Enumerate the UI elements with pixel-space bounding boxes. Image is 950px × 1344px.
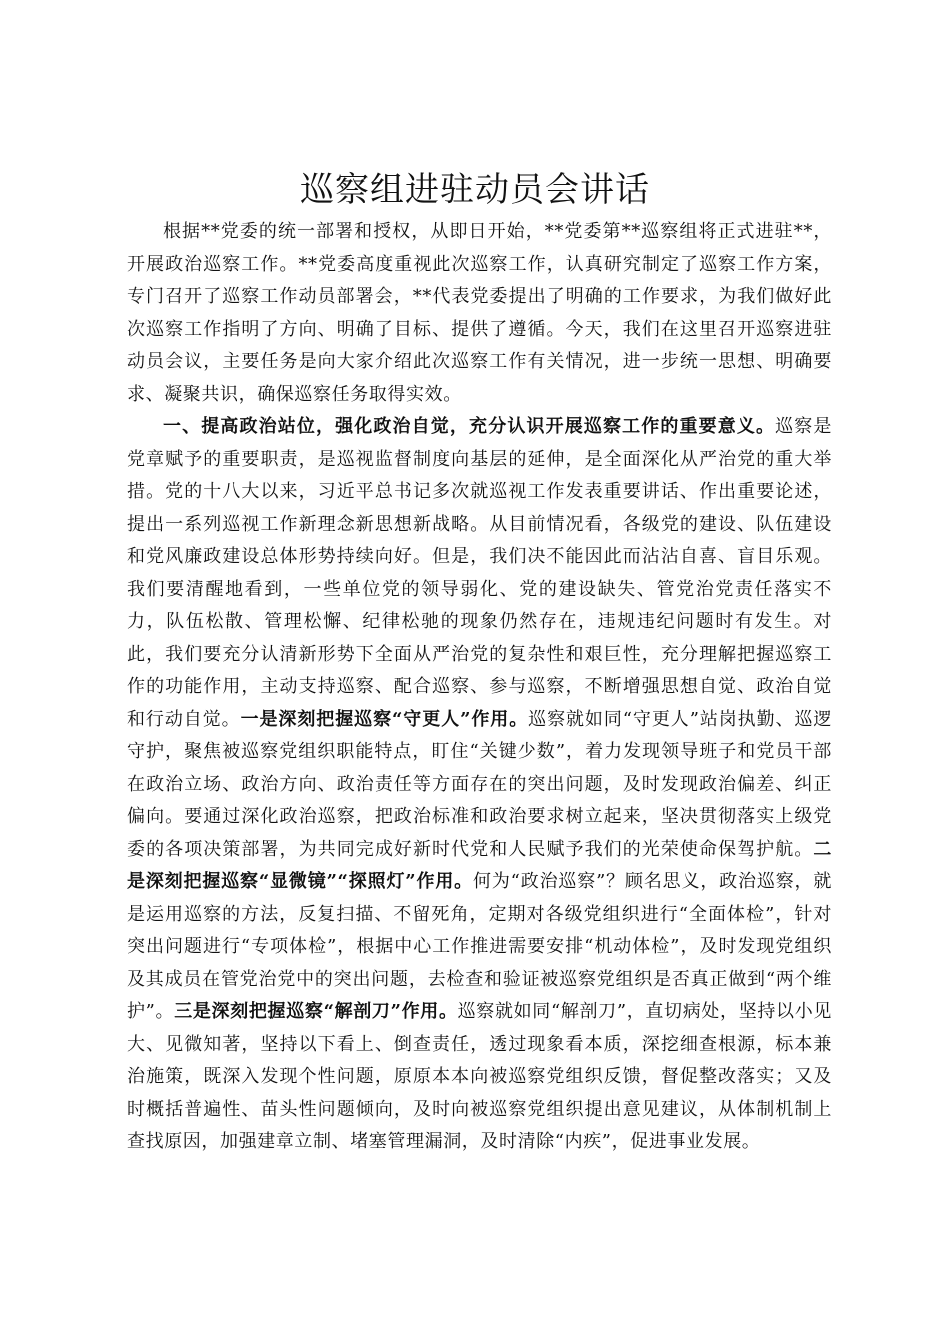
point-three-heading: 三是深刻把握巡察“解剖刀”作用。 [174,1001,458,1022]
document-body [127,216,832,1159]
document-title: 巡察组进驻动员会讲话 [300,170,650,210]
point-one-text: 巡察就如同“守更人”站岗执勤、巡逻守护，聚焦被巡察党组织职能特点，盯住“关键少数”，着力发现领导班子和党员干部在政治立场、政治方向、政治责任等方面存在的突出问题，及时发现政治偏差、纠正偏向。要通过深化政治巡察，把政治标准和政治要求树立起来，坚决贯彻落实上级党委的各项决策部署，为共同完成好新时代党和人民赋予我们的光荣使命保驾护航。 [127,708,832,860]
intro-paragraph: 根据**党委的统一部署和授权，从即日开始，**党委第**巡察组将正式进驻**，开展政治巡察工作。**党委高度重视此次巡察工作，认真研究制定了巡察工作方案，专门召开了巡察工作动员部署会，**代表党委提出了明确的工作要求，为我们做好此次巡察工作指明了方向、明确了目标、提供了遵循。今天，我们在这里召开巡察进驻动员会议，主要任务是向大家介绍此次巡察工作有关情况，进一步统一思想、明确要求、凝聚共识，确保巡察任务取得实效。 [127,221,832,405]
point-one-heading: 一是深刻把握巡察“守更人”作用。 [240,708,529,730]
section-one-intro: 巡察是党章赋予的重要职责，是巡视监督制度向基层的延伸，是全面深化从严治党的重大举措。党的十八大以来，习近平总书记多次就巡视工作发表重要讲话、作出重要论述，提出一系列巡视工作新理念新思想新战略。从目前情况看，各级党的建设、队伍建设和党风廉政建设总体形势持续向好。但是，我们决不能因此而沾沾自喜、盲目乐观。我们要清醒地看到，一些单位党的领导弱化、党的建设缺失、管党治党责任落实不力，队伍松散、管理松懈、纪律松驰的现象仍然存在，违规违纪问题时有发生。对此，我们要充分认清新形势下全面从严治党的复杂性和艰巨性，充分理解把握巡察工作的功能作用，主动支持巡察、配合巡察、参与巡察，不断增强思想自觉、政治自觉和行动自觉。 [127,416,832,730]
point-two-text: 何为“政治巡察”？顾名思义，政治巡察，就是运用巡察的方法，反复扫描、不留死角，定期对各级党组织进行“全面体检”，针对突出问题进行“专项体检”，根据中心工作推进需要安排“机动体检”，及时发现党组织及其成员在管党治党中的突出问题，去检查和验证被巡察党组织是否真正做到“两个维护”。 [127,871,832,1022]
section-one-heading: 一、提高政治站位，强化政治自觉，充分认识开展巡察工作的重要意义。 [163,416,776,437]
point-three-text: 巡察就如同“解剖刀”，直切病处，坚持以小见大、见微知著，坚持以下看上、倒查责任，透过现象看本质，深挖细查根源，标本兼治施策，既深入发现个性问题，原原本本向被巡察党组织反馈，督促整改落实；又及时概括普遍性、苗头性问题倾向，及时向被巡察党组织提出意见建议，从体制机制上查找原因，加强建章立制、堵塞管理漏洞，及时清除“内疾”，促进事业发展。 [127,1001,832,1152]
point-two-heading: 二是深刻把握巡察“显微镜”“探照灯”作用。 [127,838,832,892]
section-one-paragraph [127,411,832,1159]
